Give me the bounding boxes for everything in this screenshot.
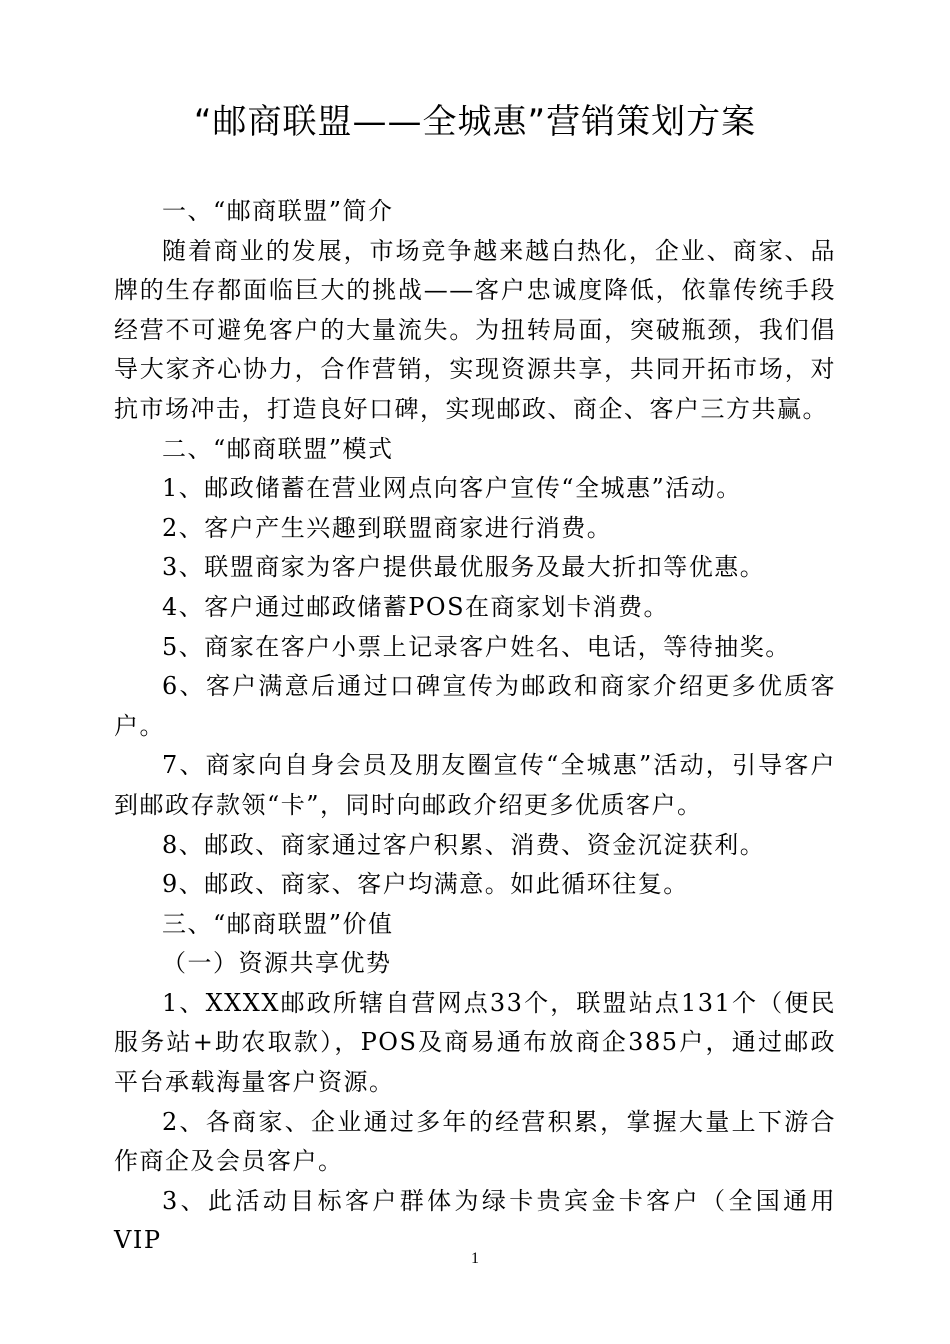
list-item-value-3: 3、此活动目标客户群体为绿卡贵宾金卡客户（全国通用VIP [114, 1186, 836, 1255]
list-item-mode-6: 6、客户满意后通过口碑宣传为邮政和商家介绍更多优质客户。 [114, 672, 836, 740]
list-item-value-1: 1、XXXX邮政所辖自营网点33个，联盟站点131个（便民服务站+助农取款），POS及商易通布放商企385户，通过邮政平台承载海量客户资源。 [114, 988, 836, 1097]
section-heading-1: 一、“邮商联盟”简介 [162, 197, 394, 225]
list-item-mode-5: 5、商家在客户小票上记录客户姓名、电话，等待抽奖。 [162, 632, 791, 661]
section-heading-2: 二、“邮商联盟”模式 [162, 434, 394, 463]
paragraph-intro: 随着商业的发展，市场竞争越来越白热化，企业、商家、品牌的生存都面临巨大的挑战——客户忠诚度降低，依靠传统手段经营不可避免客户的大量流失。为扭转局面，突破瓶颈，我们倡导大家齐心协力，合作营销，实现资源共享，共同开拓市场，对抗市场冲击，打造良好口碑，实现邮政、商企、客户三方共赢。 [114, 236, 836, 423]
section-heading-3: 三、“邮商联盟”价值 [162, 909, 394, 938]
document-title: “邮商联盟——全城惠”营销策划方案 [193, 102, 757, 142]
list-item-value-2: 2、各商家、企业通过多年的经营积累，掌握大量上下游合作商企及会员客户。 [114, 1107, 836, 1176]
list-item-mode-4: 4、客户通过邮政储蓄POS在商家划卡消费。 [162, 592, 670, 621]
list-item-mode-1: 1、邮政储蓄在营业网点向客户宣传“全城惠”活动。 [162, 474, 742, 503]
list-item-mode-9: 9、邮政、商家、客户均满意。如此循环往复。 [162, 870, 689, 899]
document-body [114, 192, 836, 1261]
list-item-mode-8: 8、邮政、商家通过客户积累、消费、资金沉淀获利。 [162, 830, 766, 859]
subsection-heading-1: （一）资源共享优势 [162, 949, 392, 978]
page-number: 1 [471, 1250, 479, 1267]
list-item-mode-3: 3、联盟商家为客户提供最优服务及最大折扣等优惠。 [162, 553, 766, 582]
list-item-mode-7: 7、商家向自身会员及朋友圈宣传“全城惠”活动，引导客户到邮政存款领“卡”，同时向邮政介绍更多优质客户。 [114, 751, 836, 819]
list-item-mode-2: 2、客户产生兴趣到联盟商家进行消费。 [162, 513, 613, 542]
